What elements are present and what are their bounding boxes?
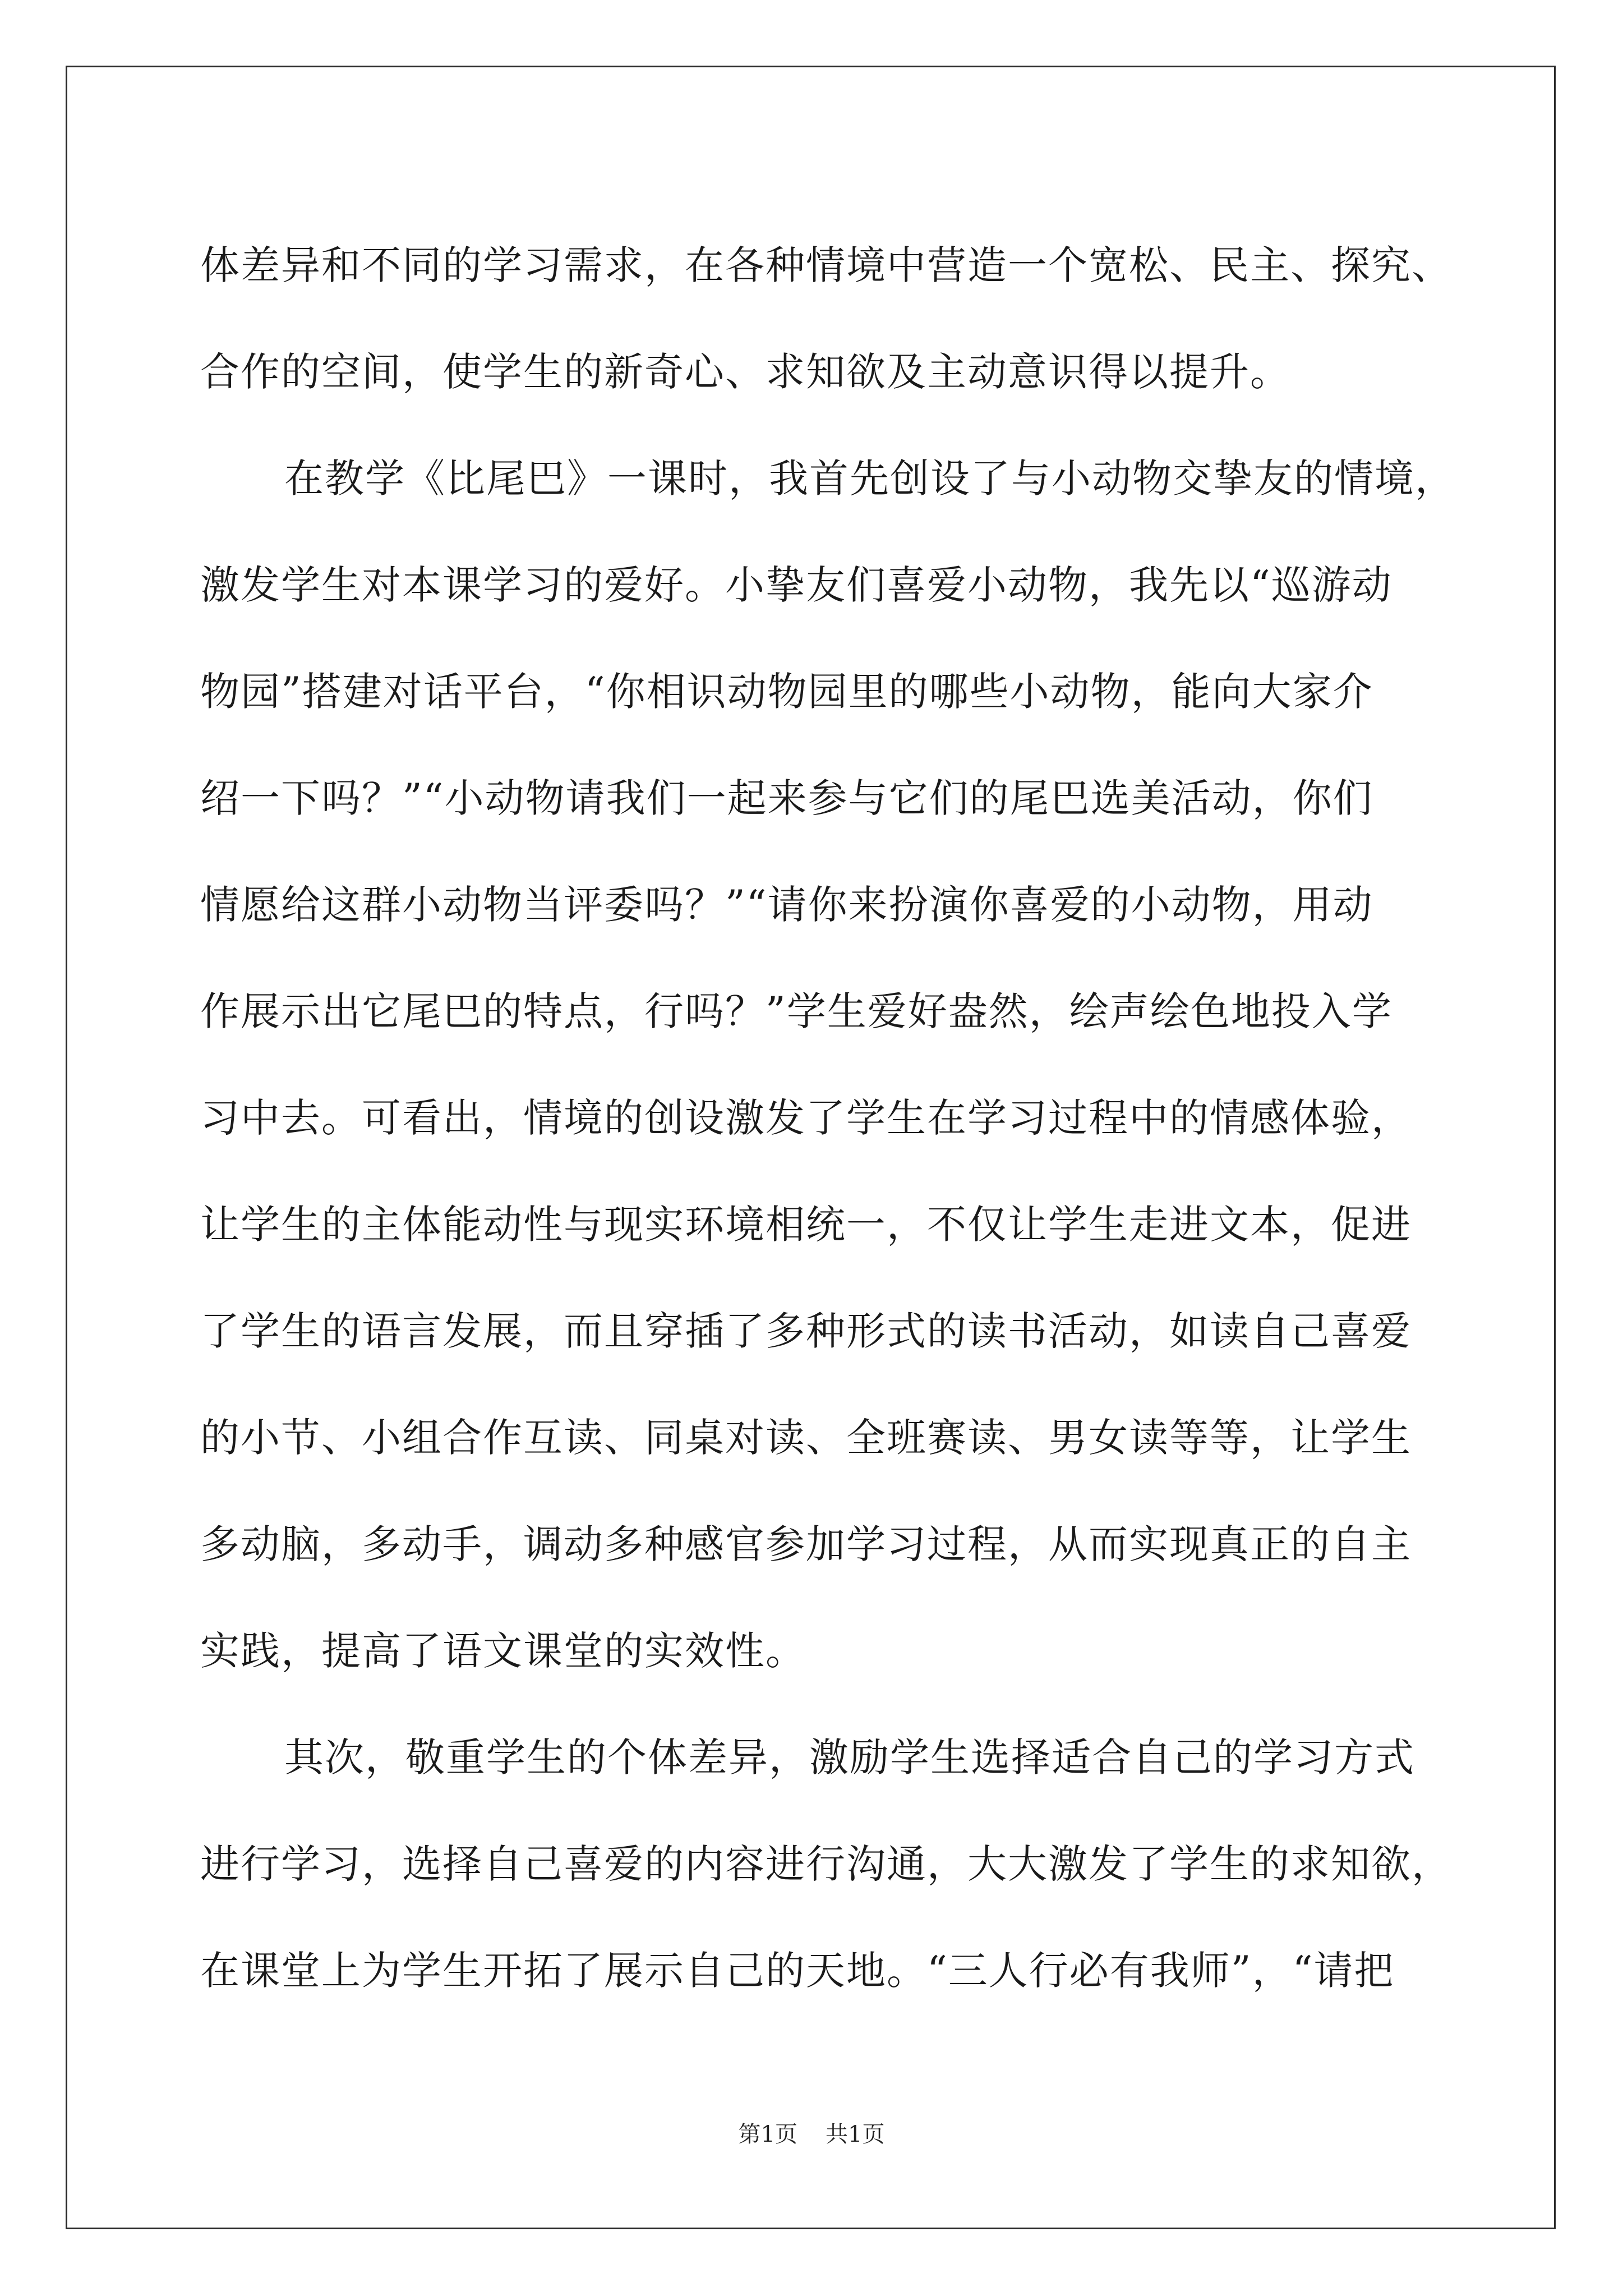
- text-line: 体差异和不同的学习需求，在各种情境中营造一个宽松、民主、探究、: [200, 242, 1452, 288]
- text-line: 在教学《比尾巴》一课时，我首先创设了与小动物交挚友的情境，: [284, 455, 1455, 501]
- text-line: 合作的空间，使学生的新奇心、求知欲及主动意识得以提升。: [200, 349, 1290, 395]
- text-line: 实践，提高了语文课堂的实效性。: [200, 1628, 806, 1674]
- text-line: 多动脑，多动手，调动多种感官参加学习过程，从而实现真正的自主: [200, 1521, 1412, 1567]
- text-line: 进行学习，选择自己喜爱的内容进行沟通，大大激发了学生的求知欲，: [200, 1841, 1452, 1887]
- text-line: 让学生的主体能动性与现实环境相统一，不仅让学生走进文本，促进: [200, 1202, 1412, 1248]
- document-body: [200, 212, 1455, 2024]
- text-line: 习中去。可看出，情境的创设激发了学生在学习过程中的情感体验，: [200, 1095, 1412, 1141]
- text-line: 物园”搭建对话平台，“你相识动物园里的哪些小动物，能向大家介: [200, 669, 1373, 715]
- page-footer: [0, 2118, 1623, 2151]
- text-line: 其次，敬重学生的个体差异，激励学生选择适合自己的学习方式: [284, 1734, 1415, 1780]
- text-line: 情愿给这群小动物当评委吗？”“请你来扮演你喜爱的小动物，用动: [200, 882, 1373, 928]
- page-number: 第1页: [738, 2122, 797, 2147]
- text-line: 了学生的语言发展，而且穿插了多种形式的读书活动，如读自己喜爱: [200, 1308, 1412, 1354]
- page-total: 共1页: [826, 2122, 885, 2147]
- text-line: 激发学生对本课学习的爱好。小挚友们喜爱小动物，我先以“巡游动: [200, 562, 1393, 608]
- text-line: 绍一下吗？”“小动物请我们一起来参与它们的尾巴选美活动，你们: [200, 775, 1373, 821]
- text-line: 作展示出它尾巴的特点，行吗？”学生爱好盎然，绘声绘色地投入学: [200, 988, 1393, 1034]
- text-line: 的小节、小组合作互读、同桌对读、全班赛读、男女读等等，让学生: [200, 1415, 1412, 1461]
- text-line: 在课堂上为学生开拓了展示自己的天地。“三人行必有我师”，“请把: [200, 1948, 1395, 1994]
